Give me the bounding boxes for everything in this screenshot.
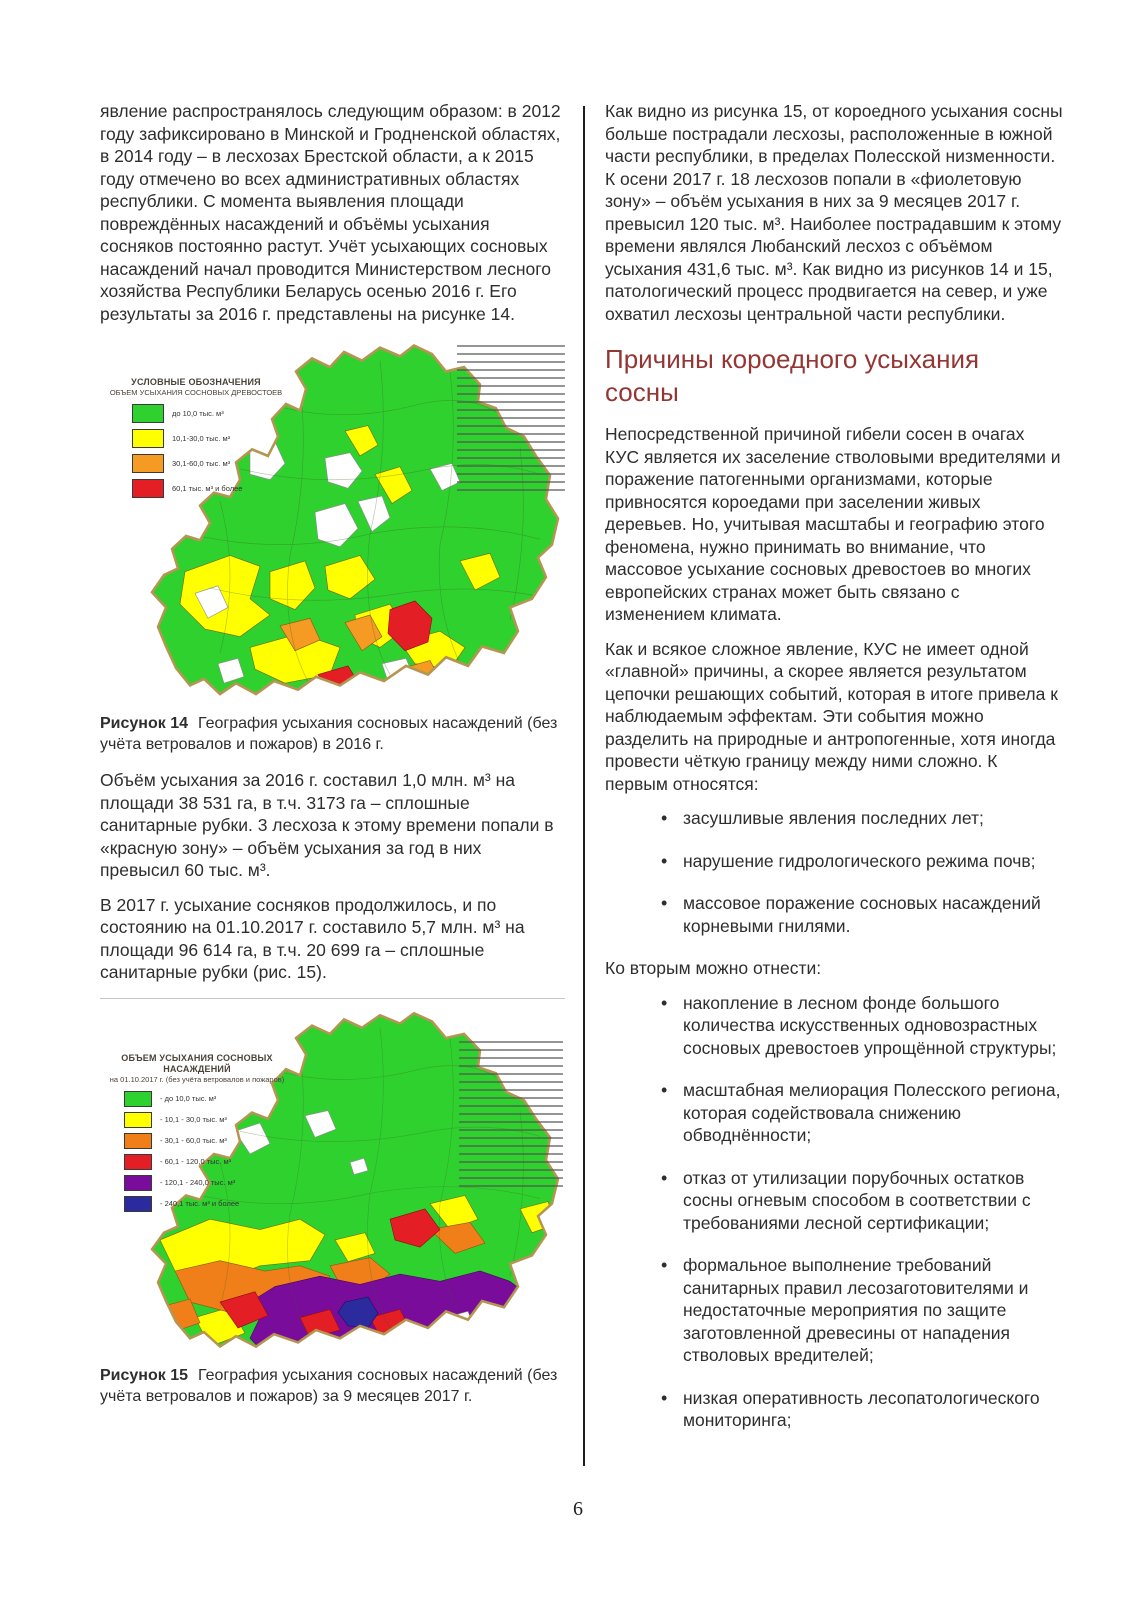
figure-14-caption-label: Рисунок 14 [100,715,188,732]
legend-label: 60,1 тыс. м³ и более [172,484,243,493]
legend-swatch-orange [132,454,164,473]
legend-row [132,429,286,448]
figure-15-caption-text: География усыхания сосновых насаждений (без учёта ветровалов и пожаров) за 9 месяцев 2017 г. [100,1366,558,1405]
right-column [605,100,1063,1452]
list-item: • масштабная мелиорация Полесского региона, которая содействовала снижению обводнённости; [605,1079,1063,1147]
legend-label: - 240,1 тыс. м³ и более [160,1199,240,1208]
legend-label: до 10,0 тыс. м³ [172,409,224,418]
list-item: • массовое поражение сосновых насаждений корневыми гнилями. [605,892,1063,937]
anthropogenic-causes-list [605,992,1063,1432]
column-divider [583,106,585,1466]
legend-swatch-yellow [124,1112,152,1128]
legend-swatch-green [124,1091,152,1107]
figure-14-caption-text: География усыхания сосновых насаждений (без учёта ветровалов и пожаров) в 2016 г. [100,715,558,753]
list-item: • накопление в лесном фонде большого количества искусственных одновозрастных сосновых древостоев упрощённой структуры; [605,992,1063,1060]
figure-14-map [100,339,565,707]
paragraph-figure15-discussion: Как видно из рисунка 15, от короедного усыхания сосны больше пострадали лесхозы, расположенные в южной части республики, в пределах Полесской низменности. К осени 2017 г. 18 лесхозов попали в «фиолетовую зону» – объём усыхания в них за 9 месяцев 2017 г. превысил 120 тыс. м³. Наиболее пострадавшим к этому времени являлся Любанский лесхоз с объёмом усыхания 431,6 тыс. м³. Как видно из рисунков 14 и 15, патологический процесс продвигается на север, и уже охватил лесхозы центральной части республики. [605,101,1063,324]
legend-swatch-red [132,479,164,498]
legend-label: 10,1-30,0 тыс. м³ [172,434,231,443]
legend-row [124,1175,292,1191]
figure-14-caption [100,713,565,755]
page-number: 6 [573,1498,583,1520]
list-item: • формальное выполнение требований санитарных правил лесозаготовителями и недостаточные мероприятия по защите заготовленной древесины от нападения стволовых вредителей; [605,1254,1063,1367]
legend-row [132,479,286,498]
list-item: • низкая оперативность лесопатологического мониторинга; [605,1387,1063,1432]
figure-divider-line [100,998,565,999]
legend-title: УСЛОВНЫЕ ОБОЗНАЧЕНИЯ [131,377,261,387]
paragraph-volume-2017: В 2017 г. усыхание сосняков продолжилось, и по состоянию на 01.10.2017 г. составило 5,7 млн. м³ на площади 96 614 га, в т.ч. 20 699 га – сплошные санитарные рубки (рис. 15). [100,894,525,982]
legend-swatch-red [124,1154,152,1170]
paragraph-anthropogenic-intro: Ко вторым можно отнести: [605,958,822,978]
legend-swatch-yellow [132,429,164,448]
legend-row [124,1196,292,1212]
legend-row [124,1154,292,1170]
legend-label: - 60,1 - 120,0 тыс. м³ [160,1157,232,1166]
legend-row [124,1091,292,1107]
figure-14-footnote-list [457,345,565,495]
legend-swatch-navy [124,1196,152,1212]
paragraph-causes-intro: Непосредственной причиной гибели сосен в очагах КУС является их заселение стволовыми вредителями и поражение патогенными организмами, которые привносятся короедами при заселении живых деревьев. Но, учитывая масштабы и географию этого феномена, нужно принимать во внимание, что массовое усыхание сосновых древостоев во многих европейских странах может быть связано с изменением климата. [605,424,1061,624]
legend-row [124,1133,292,1149]
legend-label: - 30,1 - 60,0 тыс. м³ [160,1136,227,1145]
figure-15 [100,1007,565,1407]
paragraph-volume-2016: Объём усыхания за 2016 г. составил 1,0 млн. м³ на площади 38 531 га, в т.ч. 3173 га – сплошные санитарные рубки. 3 лесхоза к этому времени попали в «красную зону» – объём усыхания за год в них превысил 60 тыс. м³. [100,770,554,880]
legend-title: ОБЪЕМ УСЫХАНИЯ СОСНОВЫХ НАСАЖДЕНИЙ [121,1052,273,1074]
legend-label: - до 10,0 тыс. м³ [160,1094,217,1103]
legend-row [132,454,286,473]
figure-14 [100,339,565,755]
legend-subtitle: на 01.10.2017 г. (без учёта ветровалов и пожаров) [109,1074,285,1084]
legend-label: - 10,1 - 30,0 тыс. м³ [160,1115,227,1124]
figure-14-legend [106,377,286,504]
legend-row [132,404,286,423]
figure-15-caption [100,1365,565,1407]
section-heading: Причины короедного усыхания сосны [605,344,980,407]
legend-label: - 120,1 - 240,0 тыс. м³ [160,1178,236,1187]
list-item: • отказ от утилизации порубочных остатков сосны огневым способом в соответствии с требованиями лесной сертификации; [605,1167,1063,1235]
legend-swatch-green [132,404,164,423]
paragraph-intro: явление распространялось следующим образом: в 2012 году зафиксировано в Минской и Гродненской областях, в 2014 году – в лесхозах Брестской области, а к 2015 году отмечено во всех административных областях республики. С момента выявления площади повреждённых насаждений и объёмы усыхания сосняков постоянно растут. Учёт усыхающих сосновых насаждений начал проводится Министерством лесного хозяйства Республики Беларусь осенью 2016 г. Его результаты за 2016 г. представлены на рисунке 14. [100,101,561,324]
list-item: • засушливые явления последних лет; [605,807,1063,830]
left-column [100,100,565,1421]
legend-swatch-orange [124,1133,152,1149]
natural-causes-list [605,807,1063,937]
paragraph-causes-chain: Как и всякое сложное явление, КУС не имеет одной «главной» причины, а скорее является результатом цепочки решающих событий, которая в итоге привела к наблюдаемым эффектам. Эти события можно разделить на природные и антропогенные, хотя иногда провести чёткую границу между ними сложно. К первым относятся: [605,638,1058,794]
legend-swatch-purple [124,1175,152,1191]
list-item: • нарушение гидрологического режима почв; [605,850,1063,873]
legend-row [124,1112,292,1128]
legend-subtitle: ОБЪЕМ УСЫХАНИЯ СОСНОВЫХ ДРЕВОСТОЕВ [109,388,283,397]
figure-15-map [100,1007,565,1359]
figure-15-legend [102,1053,292,1217]
figure-15-footnote-list [459,1041,563,1191]
figure-15-caption-label: Рисунок 15 [100,1366,188,1384]
legend-label: 30,1-60,0 тыс. м³ [172,459,231,468]
